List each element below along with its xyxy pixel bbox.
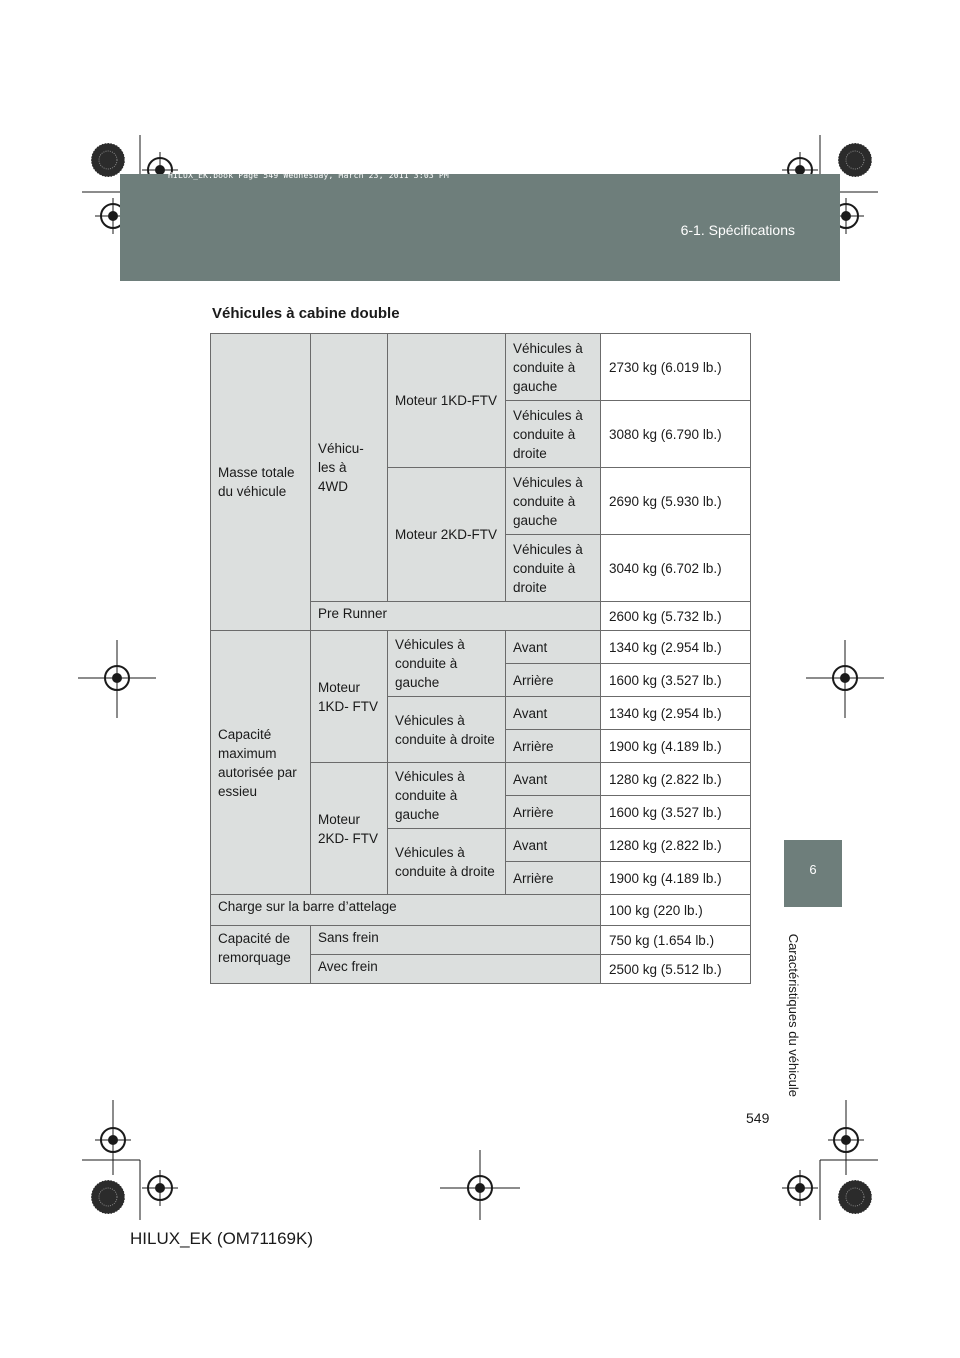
chapter-number: 6	[809, 862, 817, 877]
cell-pre-runner: Pre Runner	[311, 602, 601, 631]
value-cell: 1600 kg (3.527 lb.)	[601, 796, 751, 829]
chapter-label: Caractéristiques du véhicule	[786, 933, 801, 1097]
cell-conduite-droite: Véhicules à conduite à droite	[506, 401, 601, 468]
cell-arriere: Arrière	[506, 730, 601, 763]
document-id: HILUX_EK (OM71169K)	[130, 1229, 313, 1248]
registration-target-icon	[142, 1170, 178, 1206]
cell-arriere: Arrière	[506, 862, 601, 895]
value-cell: 1280 kg (2.822 lb.)	[601, 763, 751, 796]
row-label-remorquage: Capacité de remorquage	[211, 926, 311, 984]
cell-moteur-2kd: Moteur 2KD-FTV	[388, 468, 506, 602]
value-cell: 100 kg (220 lb.)	[601, 895, 751, 926]
book-stamp: HILUX_EK.book Page 549 Wednesday, March 23, 2011 3:03 PM	[168, 171, 449, 180]
registration-target-icon	[828, 1122, 864, 1158]
spec-table	[210, 333, 751, 984]
star-mark-icon	[91, 1180, 125, 1214]
value-cell: 3040 kg (6.702 lb.)	[601, 535, 751, 602]
cell-moteur-1kd: Moteur 1KD- FTV	[311, 631, 388, 763]
cell-sans-frein: Sans frein	[311, 926, 601, 955]
cell-arriere: Arrière	[506, 664, 601, 697]
value-cell: 3080 kg (6.790 lb.)	[601, 401, 751, 468]
value-cell: 2500 kg (5.512 lb.)	[601, 955, 751, 984]
value-cell: 1900 kg (4.189 lb.)	[601, 730, 751, 763]
cell-conduite-gauche: Véhicules à conduite à gauche	[388, 631, 506, 697]
value-cell: 1340 kg (2.954 lb.)	[601, 697, 751, 730]
row-label-capacite: Capacité maximum autorisée par essieu	[211, 631, 311, 895]
cell-4wd: Véhicu- les à 4WD	[311, 334, 388, 602]
row-label-masse: Masse totale du véhicule	[211, 334, 311, 631]
cell-conduite-gauche: Véhicules à conduite à gauche	[506, 468, 601, 535]
value-cell: 1340 kg (2.954 lb.)	[601, 631, 751, 664]
value-cell: 1900 kg (4.189 lb.)	[601, 862, 751, 895]
cell-charge-barre: Charge sur la barre d’attelage	[211, 895, 601, 926]
registration-target-icon	[462, 1170, 498, 1206]
star-mark-icon	[838, 143, 872, 177]
cell-avant: Avant	[506, 829, 601, 862]
cell-arriere: Arrière	[506, 796, 601, 829]
registration-target-icon	[95, 1122, 131, 1158]
value-cell: 750 kg (1.654 lb.)	[601, 926, 751, 955]
section-title: 6-1. Spécifications	[680, 222, 795, 238]
registration-target-icon	[827, 660, 863, 696]
cell-moteur-2kd: Moteur 2KD- FTV	[311, 763, 388, 895]
value-cell: 1600 kg (3.527 lb.)	[601, 664, 751, 697]
cell-moteur-1kd: Moteur 1KD-FTV	[388, 334, 506, 468]
chapter-label-wrap	[786, 912, 808, 1097]
star-mark-icon	[838, 1180, 872, 1214]
cell-avec-frein: Avec frein	[311, 955, 601, 984]
page-number: 549	[746, 1110, 770, 1126]
cell-conduite-droite: Véhicules à conduite à droite	[388, 829, 506, 895]
page-heading: Véhicules à cabine double	[212, 305, 400, 322]
value-cell: 2730 kg (6.019 lb.)	[601, 334, 751, 401]
star-mark-icon	[91, 143, 125, 177]
cell-conduite-gauche: Véhicules à conduite à gauche	[388, 763, 506, 829]
value-cell: 2600 kg (5.732 lb.)	[601, 602, 751, 631]
registration-target-icon	[99, 660, 135, 696]
cell-conduite-droite: Véhicules à conduite à droite	[388, 697, 506, 763]
value-cell: 1280 kg (2.822 lb.)	[601, 829, 751, 862]
registration-target-icon	[782, 1170, 818, 1206]
cell-avant: Avant	[506, 631, 601, 664]
cell-avant: Avant	[506, 763, 601, 796]
cell-avant: Avant	[506, 697, 601, 730]
cell-conduite-droite: Véhicules à conduite à droite	[506, 535, 601, 602]
value-cell: 2690 kg (5.930 lb.)	[601, 468, 751, 535]
cell-conduite-gauche: Véhicules à conduite à gauche	[506, 334, 601, 401]
